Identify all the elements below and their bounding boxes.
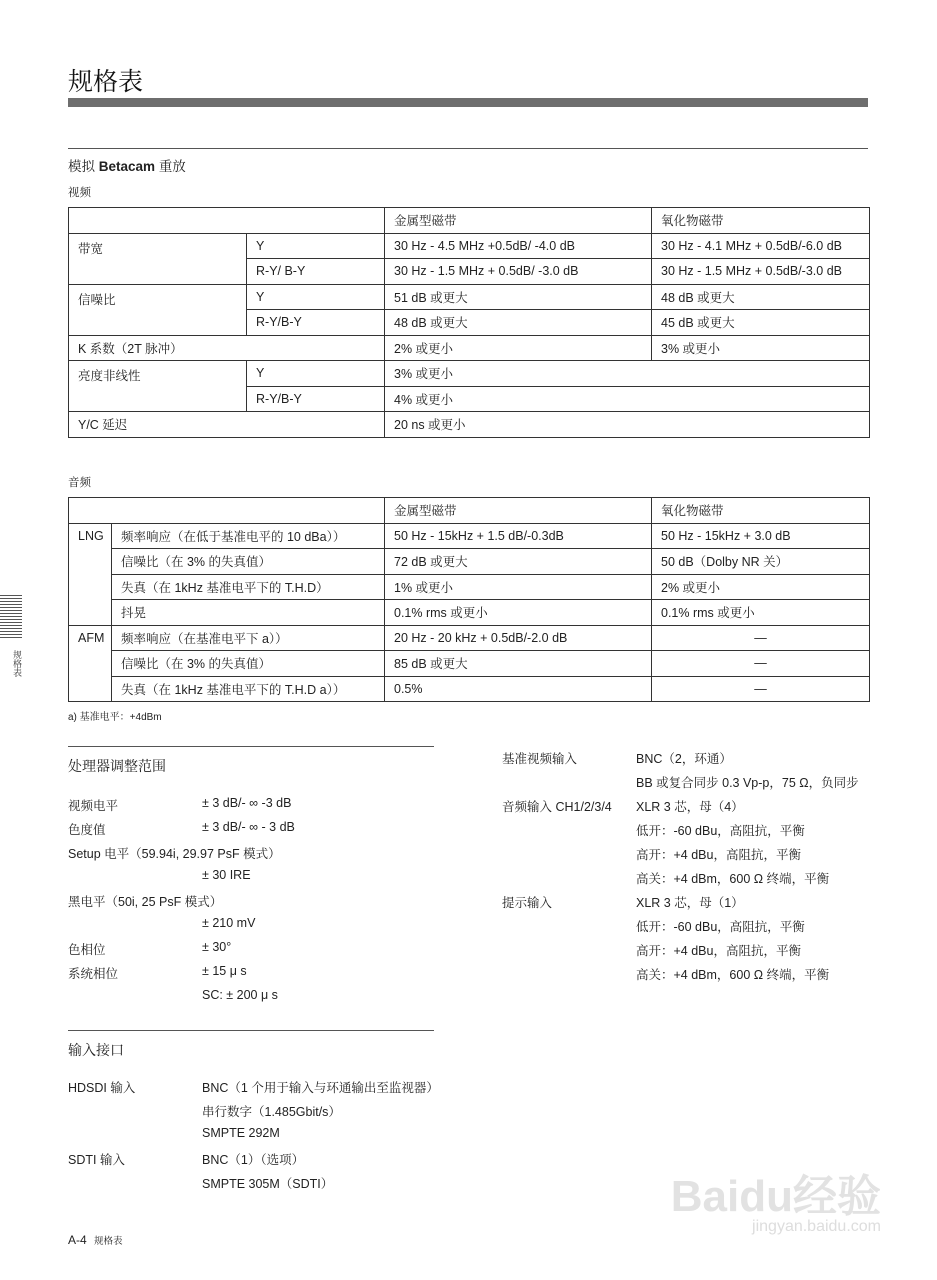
spec-value: SMPTE 305M（SDTI） [202,1177,334,1191]
row-sub: Y [247,233,385,259]
cell-oxide: 30 Hz - 4.1 MHz + 0.5dB/-6.0 dB [652,233,870,259]
row-label: 亮度非线性 [69,361,247,412]
spec-value: SC: ± 200 μ s [202,988,278,1002]
spec-value: ± 3 dB/- ∞ - 3 dB [202,820,295,834]
spec-value: XLR 3 芯，母（1） [636,896,744,910]
table-row [69,676,870,702]
spec-value: ± 3 dB/- ∞ -3 dB [202,796,292,810]
cell-metal: 0.5% [385,676,652,702]
header-oxide: 氧化物磁带 [652,208,870,234]
table-row [69,361,870,387]
page-title: 规格表 [68,68,144,96]
row-label: 带宽 [69,233,247,284]
watermark-logo: Baidu经验 [670,1172,881,1221]
spec-value: 高关：+4 dBm，600 Ω 终端，平衡 [636,872,830,886]
divider [68,1030,434,1031]
spec-value: XLR 3 芯，母（4） [636,800,744,814]
cell-value: 20 ns 或更小 [385,412,870,438]
audio-subtitle: 音频 [68,477,91,489]
cell-metal: 85 dB 或更大 [385,651,652,677]
spec-label: 系统相位 [68,967,119,981]
row-label: 信噪比（在 3% 的失真值） [112,651,385,677]
side-tab-label: 规格表 [12,650,22,677]
cell-oxide: 50 dB（Dolby NR 关） [652,549,870,575]
spec-label: SDTI 输入 [68,1153,125,1167]
row-label: 信噪比（在 3% 的失真值） [112,549,385,575]
table-row [69,523,870,549]
spec-value: 低开：-60 dBu，高阻抗，平衡 [636,824,805,838]
row-sub: R-Y/B-Y [247,310,385,336]
cell-metal: 2% 或更小 [385,335,652,361]
table-row [69,284,870,310]
title-suffix: 重放 [158,159,186,174]
cell-value: 4% 或更小 [385,386,870,412]
title-bar [68,98,868,107]
row-sub: R-Y/ B-Y [247,259,385,285]
spec-label: 黑电平（50i, 25 PsF 模式） [68,895,223,909]
group-label: AFM [69,625,112,702]
row-sub: R-Y/B-Y [247,386,385,412]
cell-oxide: 50 Hz - 15kHz + 3.0 dB [652,523,870,549]
row-label: Y/C 延迟 [69,412,385,438]
table-header-row [69,498,870,524]
spec-value: 高开：+4 dBu，高阻抗，平衡 [636,944,801,958]
row-sub: Y [247,284,385,310]
audio-footnote: a) 基准电平：+4dBm [68,712,162,723]
spec-label: 视频电平 [68,799,119,813]
spec-value: BB 或复合同步 0.3 Vp-p，75 Ω，负同步 [636,776,859,790]
spec-value: ± 30 IRE [202,868,251,882]
spec-value: 低开：-60 dBu，高阻抗，平衡 [636,920,805,934]
spec-label: 提示输入 [502,896,553,910]
cell-metal: 50 Hz - 15kHz + 1.5 dB/-0.3dB [385,523,652,549]
row-label: K 系数（2T 脉冲） [69,335,385,361]
group-label: LNG [69,523,112,625]
video-subtitle: 视频 [68,187,91,199]
spec-value: 高关：+4 dBm，600 Ω 终端，平衡 [636,968,830,982]
row-sub: Y [247,361,385,387]
table-row [69,335,870,361]
spec-value: SMPTE 292M [202,1126,280,1140]
divider [68,148,868,149]
footer [68,1233,123,1247]
spec-value: ± 210 mV [202,916,256,930]
processor-title: 处理器调整范围 [68,758,166,774]
row-label: 频率响应（在低于基准电平的 10 dBa）） [112,523,385,549]
cell-oxide: — [652,625,870,651]
spec-label: 音频输入 CH1/2/3/4 [502,800,612,814]
cell-oxide: — [652,676,870,702]
row-label: 失真（在 1kHz 基准电平下的 T.H.D） [112,574,385,600]
cell-metal: 30 Hz - 4.5 MHz +0.5dB/ -4.0 dB [385,233,652,259]
row-label: 信噪比 [69,284,247,335]
table-row [69,233,870,259]
spec-value: 串行数字（1.485Gbit/s） [202,1105,341,1119]
row-label: 抖晃 [112,600,385,626]
table-row [69,549,870,575]
cell-oxide: 45 dB 或更大 [652,310,870,336]
header-oxide: 氧化物磁带 [652,498,870,524]
cell-metal: 0.1% rms 或更小 [385,600,652,626]
spec-value: 高开：+4 dBu，高阻抗，平衡 [636,848,801,862]
watermark-url: jingyan.baidu.com [752,1218,881,1235]
footer-label: 规格表 [94,1236,123,1247]
divider [68,746,434,747]
spec-label: HDSDI 输入 [68,1081,136,1095]
audio-spec-table [68,497,870,702]
table-row [69,412,870,438]
spec-value: BNC（2，环通） [636,752,732,766]
table-row [69,625,870,651]
header-metal: 金属型磁带 [385,208,652,234]
cell-oxide: 30 Hz - 1.5 MHz + 0.5dB/-3.0 dB [652,259,870,285]
cell-oxide: 48 dB 或更大 [652,284,870,310]
title-bold: Betacam [98,159,156,174]
spec-label: Setup 电平（59.94i, 29.97 PsF 模式） [68,847,281,861]
spec-value: ± 15 μ s [202,964,247,978]
cell-oxide: — [652,651,870,677]
cell-metal: 48 dB 或更大 [385,310,652,336]
cell-metal: 20 Hz - 20 kHz + 0.5dB/-2.0 dB [385,625,652,651]
empty-cell [69,498,385,524]
side-tab-marker [0,595,22,639]
spec-label: 色度值 [68,823,106,837]
cell-metal: 30 Hz - 1.5 MHz + 0.5dB/ -3.0 dB [385,259,652,285]
cell-metal: 51 dB 或更大 [385,284,652,310]
section-title-betacam [68,155,186,175]
cell-metal: 72 dB 或更大 [385,549,652,575]
table-header-row [69,208,870,234]
spec-label: 基准视频输入 [502,752,578,766]
table-row [69,574,870,600]
spec-value: BNC（1）（选项） [202,1153,305,1167]
spec-value: BNC（1 个用于输入与环通输出至监视器） [202,1081,439,1095]
header-metal: 金属型磁带 [385,498,652,524]
spec-label: 色相位 [68,943,106,957]
empty-cell [69,208,385,234]
row-label: 频率响应（在基准电平下 a）） [112,625,385,651]
video-spec-table [68,207,870,438]
title-prefix: 模拟 [68,159,95,174]
cell-metal: 1% 或更小 [385,574,652,600]
inputs-title: 输入接口 [68,1042,124,1058]
cell-oxide: 2% 或更小 [652,574,870,600]
row-label: 失真（在 1kHz 基准电平下的 T.H.D a）） [112,676,385,702]
spec-value: ± 30° [202,940,232,954]
table-row [69,651,870,677]
cell-oxide: 3% 或更小 [652,335,870,361]
page-number: A-4 [68,1233,87,1247]
cell-value: 3% 或更小 [385,361,870,387]
table-row [69,600,870,626]
cell-oxide: 0.1% rms 或更小 [652,600,870,626]
